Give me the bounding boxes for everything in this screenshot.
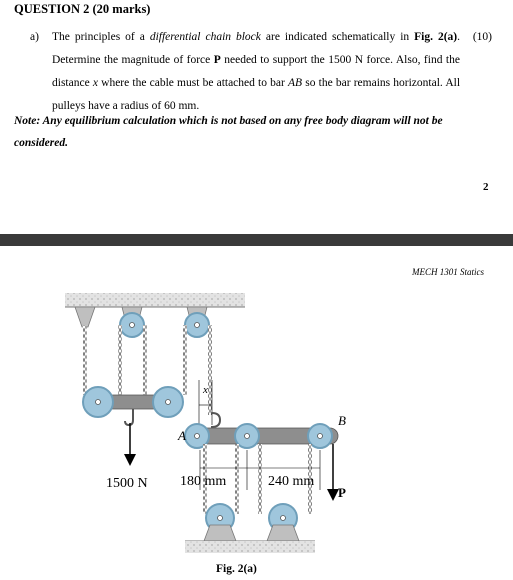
label-a: A — [178, 428, 186, 443]
chain — [258, 444, 262, 514]
question-body — [30, 26, 492, 118]
label-b: B — [338, 413, 346, 428]
part-label: a) — [30, 31, 39, 43]
page-divider — [0, 234, 513, 246]
axle — [218, 516, 223, 521]
axle — [96, 400, 101, 405]
figure-2a — [60, 285, 500, 575]
axle — [318, 434, 323, 439]
chain — [118, 325, 122, 395]
text-italic: AB — [288, 77, 303, 89]
text-span: where the cable must be attached to bar — [97, 77, 289, 89]
bracket-bottom-left — [204, 525, 236, 541]
chain — [208, 325, 212, 415]
bracket-bottom-right — [267, 525, 299, 541]
dim-left-label: 180 mm — [180, 474, 227, 489]
axle — [166, 400, 171, 405]
force-p-label: P — [338, 485, 346, 500]
text-italic: differential chain block — [149, 31, 261, 43]
page-number: 2 — [483, 181, 489, 193]
text-span: . Determine the magnitude of force — [52, 31, 460, 66]
axle — [281, 516, 286, 521]
part-marks: (10) — [472, 31, 492, 43]
hook-left — [125, 409, 133, 425]
text-span: The principles of a — [52, 31, 150, 43]
chain — [143, 325, 147, 395]
chain-block-diagram — [60, 285, 500, 575]
figure-caption: Fig. 2(a) — [216, 563, 257, 575]
text-span: so the bar remains horizontal. All pulleys have a radius of 60 mm. — [52, 77, 461, 112]
course-header: MECH 1301 Statics — [412, 267, 484, 277]
text-span: needed to support the 1500 N force. Also, find the distance — [52, 54, 460, 89]
question-section — [0, 0, 513, 233]
text-span: are indicated schematically in — [260, 31, 415, 43]
chain — [183, 325, 187, 395]
axle — [195, 434, 200, 439]
chain — [83, 325, 87, 395]
question-title: QUESTION 2 (20 marks) — [14, 2, 151, 16]
axle — [245, 434, 250, 439]
axle — [195, 323, 200, 328]
dim-right-label: 240 mm — [268, 474, 315, 489]
x-label: x — [203, 384, 208, 396]
note-text: Note: Any equilibrium calculation which is not based on any free body diagram will not be considered. — [14, 115, 443, 149]
axle — [130, 323, 135, 328]
ceiling-top — [65, 293, 245, 307]
floor-bottom — [185, 541, 315, 553]
load-label: 1500 N — [106, 476, 148, 491]
bracket-left — [75, 307, 95, 327]
chain — [235, 444, 239, 514]
text-bold: Fig. 2(a) — [414, 31, 458, 43]
question-text — [52, 26, 460, 118]
text-italic: x — [92, 77, 98, 89]
text-bold: P — [213, 54, 221, 66]
